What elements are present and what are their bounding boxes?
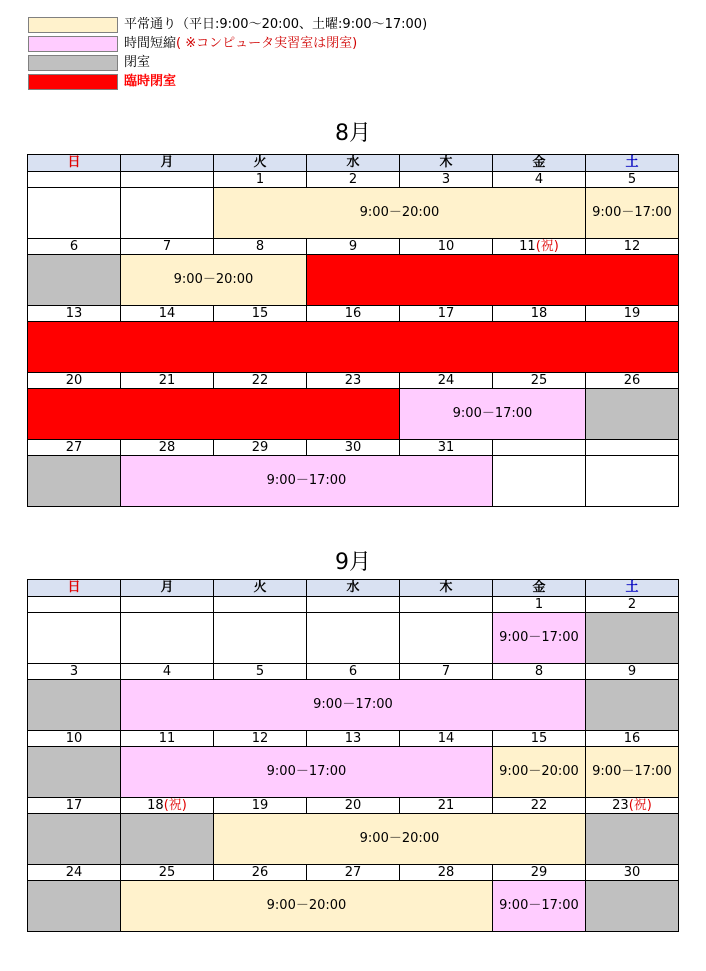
date-cell <box>214 798 307 814</box>
date-number: 20 <box>344 797 362 813</box>
date-cell <box>121 373 214 389</box>
date-number: 26 <box>623 372 641 388</box>
date-cell <box>307 597 400 613</box>
date-number: 19 <box>251 797 269 813</box>
hours-cell-temp <box>28 389 400 440</box>
date-cell <box>493 798 586 814</box>
date-cell <box>586 731 679 747</box>
date-cell <box>493 440 586 456</box>
hours-row <box>28 747 679 798</box>
date-cell <box>28 731 121 747</box>
date-cell <box>214 865 307 881</box>
weekday-cell: 金 <box>493 580 586 597</box>
hours-cell-normal: 9:00－17:00 <box>586 188 679 239</box>
date-cell <box>121 239 214 255</box>
hours-row <box>28 188 679 239</box>
date-number: 25 <box>158 864 176 880</box>
weekday-cell: 木 <box>400 155 493 172</box>
date-cell <box>121 731 214 747</box>
hours-cell-short: 9:00－17:00 <box>493 881 586 932</box>
hours-cell-closed <box>586 881 679 932</box>
hours-cell-closed <box>586 814 679 865</box>
date-cell <box>400 798 493 814</box>
august-title: 8月 <box>335 121 371 146</box>
date-number: 11 <box>519 238 536 254</box>
date-cell <box>28 239 121 255</box>
date-number: 16 <box>623 730 641 746</box>
hours-cell-normal: 9:00－20:00 <box>214 814 586 865</box>
date-cell <box>307 239 400 255</box>
date-number: 2 <box>348 171 358 187</box>
date-cell <box>400 373 493 389</box>
hours-cell-short: 9:00－17:00 <box>121 456 493 507</box>
date-cell <box>586 664 679 680</box>
hours-cell-closed <box>28 255 121 306</box>
hours-cell-short: 9:00－17:00 <box>400 389 586 440</box>
hours-cell-short: 9:00－17:00 <box>121 747 493 798</box>
date-number: 29 <box>530 864 548 880</box>
hours-row <box>28 255 679 306</box>
hours-cell-closed <box>28 680 121 731</box>
date-number: 18 <box>147 797 164 813</box>
date-number: 17 <box>437 305 455 321</box>
date-cell <box>586 865 679 881</box>
weekday-cell: 日 <box>28 580 121 597</box>
date-cell <box>586 306 679 322</box>
legend-short-swatch <box>28 36 118 52</box>
date-number: 17 <box>65 797 83 813</box>
weekday-cell: 日 <box>28 155 121 172</box>
date-cell <box>586 597 679 613</box>
hours-cell-empty <box>214 613 307 664</box>
date-number: 4 <box>534 171 544 187</box>
weekday-cell: 土 <box>586 580 679 597</box>
date-row <box>28 373 679 389</box>
date-number: 14 <box>158 305 176 321</box>
date-cell <box>307 373 400 389</box>
hours-cell-closed <box>28 814 121 865</box>
hours-cell-empty <box>28 613 121 664</box>
hours-cell-temp <box>28 322 679 373</box>
date-cell <box>121 597 214 613</box>
hours-cell-empty <box>28 188 121 239</box>
date-number: 15 <box>251 305 269 321</box>
date-number: 12 <box>623 238 641 254</box>
hours-cell-empty <box>400 613 493 664</box>
date-cell <box>400 597 493 613</box>
date-cell <box>586 798 679 814</box>
date-number: 22 <box>251 372 269 388</box>
date-cell <box>493 172 586 188</box>
date-number: 10 <box>65 730 83 746</box>
hours-row <box>28 456 679 507</box>
weekday-cell: 火 <box>214 580 307 597</box>
date-cell <box>493 373 586 389</box>
legend-temp-closed-label: 臨時閉室 <box>124 74 177 89</box>
date-number: 8 <box>534 663 544 679</box>
date-cell <box>400 440 493 456</box>
weekday-cell: 月 <box>121 155 214 172</box>
date-number: 1 <box>255 171 265 187</box>
hours-row <box>28 613 679 664</box>
date-cell <box>214 239 307 255</box>
date-number: 26 <box>251 864 269 880</box>
date-cell <box>121 865 214 881</box>
date-number: 31 <box>437 439 455 455</box>
hours-row <box>28 680 679 731</box>
date-number: 7 <box>162 238 172 254</box>
date-cell <box>586 440 679 456</box>
date-cell <box>586 239 679 255</box>
date-number: 3 <box>441 171 451 187</box>
date-row <box>28 239 679 255</box>
date-number: 18 <box>530 305 548 321</box>
holiday-mark: (祝) <box>628 797 652 813</box>
hours-cell-empty <box>586 456 679 507</box>
date-cell <box>307 731 400 747</box>
weekday-cell: 木 <box>400 580 493 597</box>
date-number: 20 <box>65 372 83 388</box>
hours-cell-closed <box>28 747 121 798</box>
date-number: 2 <box>627 596 637 612</box>
date-row <box>28 172 679 188</box>
hours-row <box>28 322 679 373</box>
date-row <box>28 798 679 814</box>
weekday-cell: 火 <box>214 155 307 172</box>
date-cell <box>28 306 121 322</box>
date-number: 7 <box>441 663 451 679</box>
date-number: 30 <box>623 864 641 880</box>
hours-cell-empty <box>307 613 400 664</box>
date-number: 3 <box>69 663 79 679</box>
date-number: 9 <box>627 663 637 679</box>
date-cell <box>400 172 493 188</box>
date-cell <box>28 798 121 814</box>
date-number: 1 <box>534 596 544 612</box>
hours-cell-short: 9:00－17:00 <box>121 680 586 731</box>
hours-cell-normal: 9:00－20:00 <box>121 881 493 932</box>
holiday-mark: (祝) <box>535 238 559 254</box>
hours-cell-closed <box>586 680 679 731</box>
weekday-cell: 水 <box>307 580 400 597</box>
hours-cell-empty <box>493 456 586 507</box>
date-number: 10 <box>437 238 455 254</box>
date-cell <box>214 731 307 747</box>
date-cell <box>28 172 121 188</box>
september-calendar <box>27 579 679 932</box>
hours-row <box>28 389 679 440</box>
date-cell <box>28 664 121 680</box>
weekday-cell: 水 <box>307 155 400 172</box>
date-cell <box>121 306 214 322</box>
date-number: 27 <box>344 864 362 880</box>
weekday-cell: 月 <box>121 580 214 597</box>
date-cell <box>214 440 307 456</box>
date-cell <box>214 172 307 188</box>
date-cell <box>493 865 586 881</box>
date-cell <box>121 172 214 188</box>
date-number: 24 <box>437 372 455 388</box>
date-number: 25 <box>530 372 548 388</box>
date-number: 13 <box>344 730 362 746</box>
date-cell <box>586 373 679 389</box>
date-cell <box>400 306 493 322</box>
date-cell <box>214 306 307 322</box>
weekday-header <box>28 580 679 597</box>
legend-short-text <box>124 36 357 52</box>
date-cell <box>214 597 307 613</box>
date-row <box>28 664 679 680</box>
date-cell <box>121 664 214 680</box>
date-number: 5 <box>255 663 265 679</box>
legend-temp-closed-swatch <box>28 74 118 90</box>
september-title: 9月 <box>335 550 371 575</box>
date-number: 5 <box>627 171 637 187</box>
date-cell <box>493 664 586 680</box>
date-number: 15 <box>530 730 548 746</box>
date-cell <box>400 865 493 881</box>
date-row <box>28 731 679 747</box>
hours-cell-normal: 9:00－20:00 <box>493 747 586 798</box>
date-row <box>28 306 679 322</box>
date-number: 6 <box>348 663 358 679</box>
date-number: 19 <box>623 305 641 321</box>
date-number: 27 <box>65 439 83 455</box>
date-row <box>28 865 679 881</box>
legend-short-label: 時間短縮 <box>124 36 177 51</box>
date-cell <box>400 664 493 680</box>
hours-cell-closed <box>28 881 121 932</box>
date-number: 4 <box>162 663 172 679</box>
hours-cell-normal: 9:00－20:00 <box>121 255 307 306</box>
date-number: 8 <box>255 238 265 254</box>
date-cell <box>493 306 586 322</box>
hours-cell-temp <box>307 255 679 306</box>
date-cell <box>307 664 400 680</box>
date-number: 23 <box>344 372 362 388</box>
date-number: 6 <box>69 238 79 254</box>
date-number: 12 <box>251 730 269 746</box>
date-number: 21 <box>437 797 455 813</box>
hours-cell-short: 9:00－17:00 <box>493 613 586 664</box>
date-cell <box>28 865 121 881</box>
hours-row <box>28 881 679 932</box>
legend-short-note: ( ※コンピュータ実習室は閉室) <box>176 36 358 51</box>
date-number: 14 <box>437 730 455 746</box>
date-cell <box>214 373 307 389</box>
date-cell <box>121 440 214 456</box>
date-cell <box>307 798 400 814</box>
legend-normal-label: 平常通り（平日:9:00～20:00、土曜:9:00～17:00) <box>124 17 428 32</box>
date-cell <box>400 731 493 747</box>
hours-cell-empty <box>121 613 214 664</box>
date-number: 13 <box>65 305 83 321</box>
date-cell <box>28 440 121 456</box>
date-number: 21 <box>158 372 176 388</box>
date-cell <box>214 664 307 680</box>
date-cell <box>586 172 679 188</box>
hours-cell-closed <box>586 613 679 664</box>
weekday-cell: 土 <box>586 155 679 172</box>
date-cell <box>307 440 400 456</box>
august-calendar <box>27 154 679 507</box>
holiday-mark: (祝) <box>163 797 187 813</box>
date-cell <box>28 597 121 613</box>
hours-cell-closed <box>586 389 679 440</box>
hours-row <box>28 814 679 865</box>
hours-cell-closed <box>121 814 214 865</box>
legend-normal-swatch <box>28 17 118 33</box>
date-number: 16 <box>344 305 362 321</box>
hours-cell-empty <box>121 188 214 239</box>
date-number: 11 <box>158 730 176 746</box>
date-number: 22 <box>530 797 548 813</box>
legend-closed-label: 閉室 <box>124 55 151 70</box>
date-number: 23 <box>612 797 629 813</box>
date-cell <box>307 172 400 188</box>
legend-closed-swatch <box>28 55 118 71</box>
date-number: 29 <box>251 439 269 455</box>
date-cell <box>28 373 121 389</box>
date-row <box>28 597 679 613</box>
date-cell <box>307 865 400 881</box>
weekday-cell: 金 <box>493 155 586 172</box>
date-number: 24 <box>65 864 83 880</box>
date-number: 28 <box>437 864 455 880</box>
date-number: 28 <box>158 439 176 455</box>
weekday-header <box>28 155 679 172</box>
date-number: 30 <box>344 439 362 455</box>
date-cell <box>121 798 214 814</box>
date-cell <box>493 239 586 255</box>
date-row <box>28 440 679 456</box>
hours-cell-normal: 9:00－20:00 <box>214 188 586 239</box>
date-cell <box>493 731 586 747</box>
hours-cell-normal: 9:00－17:00 <box>586 747 679 798</box>
date-number: 9 <box>348 238 358 254</box>
date-cell <box>400 239 493 255</box>
hours-cell-closed <box>28 456 121 507</box>
date-cell <box>493 597 586 613</box>
date-cell <box>307 306 400 322</box>
